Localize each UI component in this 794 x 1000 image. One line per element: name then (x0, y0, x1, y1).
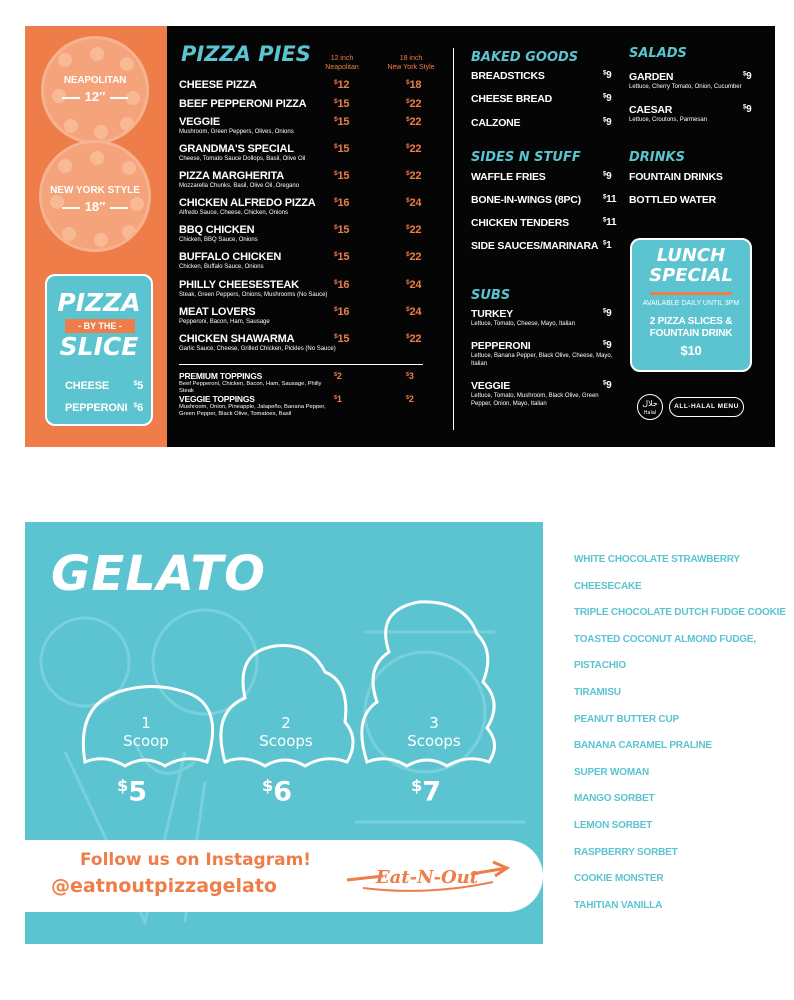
flavor-item: TRIPLE CHOCOLATE DUTCH FUDGE COOKIE (574, 607, 786, 619)
price-18-inch: $22 (406, 333, 422, 345)
menu-item-price: $1 (603, 240, 612, 251)
pizza-item (179, 251, 449, 271)
pizza-item-desc: Garlic Sauce, Cheese, Grilled Chicken, Pickles (No Sauce) (179, 346, 336, 352)
pizza-item-name: GRANDMA'S SPECIAL (179, 143, 294, 155)
column-head-12-inch: 12 inch Neapolitan (325, 55, 359, 71)
topping-price-18-inch: $3 (406, 371, 414, 381)
lunch-special-underline (650, 292, 732, 295)
menu-item-desc: Lettuce, Tomato, Cheese, Mayo, Italian (471, 321, 575, 327)
price-18-inch: $18 (406, 79, 422, 91)
menu-item-name: FOUNTAIN DRINKS (629, 171, 723, 183)
pizza-item-name: PHILLY CHEESESTEAK (179, 279, 299, 291)
scoop-unit: Scoops (259, 732, 313, 750)
menu-item (629, 104, 753, 124)
topping-price-12-inch: $1 (334, 394, 342, 404)
menu-item-desc: Lettuce, Tomato, Mushroom, Black Olive, Green Pepper, Onion, Mayo, Italian (471, 393, 599, 407)
menu-item-price: $11 (603, 194, 617, 205)
menu-item-price: $9 (743, 104, 752, 115)
slice-item-cheese (65, 380, 143, 392)
pies-divider (179, 364, 423, 365)
gelato-panel (25, 522, 543, 944)
subs-title: SUBS (471, 288, 511, 303)
pizza-item (179, 197, 449, 217)
price-18-inch: $22 (406, 116, 422, 128)
two-scoops-option (231, 714, 341, 750)
scoop-unit: Scoops (407, 732, 461, 750)
flavor-item: MANGO SORBET (574, 793, 655, 805)
neapolitan-pizza-graphic (41, 36, 149, 144)
flavor-item: SUPER WOMAN (574, 766, 650, 778)
menu-item-name: GARDEN (629, 71, 674, 83)
pizza-item-desc: Alfredo Sauce, Cheese, Chicken, Onions (179, 210, 289, 216)
new-york-size: 18″ (42, 199, 148, 214)
drinks-title: DRINKS (629, 150, 685, 165)
flavor-item: TAHITIAN VANILLA (574, 899, 663, 911)
pizza-item (179, 98, 449, 110)
instagram-follow-text: Follow us on Instagram! (80, 850, 312, 870)
pizza-item (179, 143, 449, 163)
price-18-inch: $24 (406, 279, 422, 291)
menu-item-name: BREADSTICKS (471, 70, 545, 82)
pizza-item-name: PIZZA MARGHERITA (179, 170, 284, 182)
new-york-pizza-graphic (39, 140, 151, 252)
topping-desc: Mushroom, Onion, Pineapple, Jalapeño, Banana Pepper, Green Pepper, Black Olive, Tomatoes, Basil (179, 404, 326, 417)
price-18-inch: $22 (406, 170, 422, 182)
topping-name: PREMIUM TOPPINGS (179, 371, 263, 381)
price-12-inch: $16 (334, 279, 350, 291)
topping-item (179, 371, 414, 395)
slice-item-name: CHEESE (65, 380, 110, 392)
pizza-item-desc: Chicken, BBQ Sauce, Onions (179, 237, 258, 243)
menu-item-price: $9 (603, 171, 612, 182)
pizza-item (179, 306, 449, 326)
flavor-item: BANANA CARAMEL PRALINE (574, 740, 712, 752)
price-12-inch: $15 (334, 98, 350, 110)
pizza-item-desc: Mushroom, Green Peppers, Olives, Onions (179, 129, 294, 135)
pizza-item-name: BEEF PEPPERONI PIZZA (179, 98, 307, 110)
menu-item-name: TURKEY (471, 308, 513, 320)
menu-item-name: CHICKEN TENDERS (471, 217, 569, 229)
topping-item (179, 394, 414, 418)
lunch-special-price: $10 (680, 343, 702, 358)
scoop-count: 2 (281, 714, 291, 732)
flavor-item: CHEESECAKE (574, 580, 642, 592)
baked-goods-title: BAKED GOODS (471, 50, 579, 65)
price-12-inch: $16 (334, 197, 350, 209)
price-12-inch: $15 (334, 251, 350, 263)
one-scoop-price: $5 (117, 776, 148, 808)
halal-icon (637, 394, 663, 420)
menu-item-price: $9 (603, 308, 612, 319)
pizza-item-name: MEAT LOVERS (179, 306, 256, 318)
lunch-special-deal: 2 PIZZA SLICES & FOUNTAIN DRINK (649, 316, 733, 339)
price-18-inch: $22 (406, 98, 422, 110)
menu-item-name: BOTTLED WATER (629, 194, 717, 206)
all-halal-menu-label: ALL-HALAL MENU (669, 397, 744, 417)
pizza-item (179, 170, 449, 190)
three-scoops-price: $7 (411, 776, 442, 808)
pizza-item-desc: Chicken, Buffalo Sauce, Onions (179, 264, 264, 270)
topping-price-12-inch: $2 (334, 371, 342, 381)
menu-item-desc: Lettuce, Croutons, Parmesan (629, 117, 708, 123)
slice-item-name: PEPPERONI (65, 402, 128, 414)
menu-item (471, 70, 616, 82)
lunch-special-subtitle: AVAILABLE DAILY UNTIL 3PM (642, 300, 740, 307)
menu-item-desc: Lettuce, Cherry Tomato, Onion, Cucumber (629, 84, 742, 90)
menu-item-name: BONE-IN-WINGS (8PC) (471, 194, 581, 206)
three-scoops-option (379, 714, 489, 750)
price-12-inch: $15 (334, 170, 350, 182)
menu-item-name: WAFFLE FRIES (471, 171, 546, 183)
pizza-size-panel (25, 26, 167, 447)
menu-item-name: CALZONE (471, 117, 521, 129)
menu-item (471, 93, 616, 105)
pizza-item-name: VEGGIE (179, 116, 220, 128)
slice-item-price: $5 (133, 380, 143, 392)
scoop-count: 1 (141, 714, 151, 732)
price-12-inch: $16 (334, 306, 350, 318)
menu-item-name: SIDE SAUCES/MARINARA (471, 240, 599, 252)
menu-item (471, 117, 616, 129)
pizza-item-desc: Pepperoni, Bacon, Ham, Sausage (179, 319, 270, 325)
slice-title-by-the: - BY THE - (65, 319, 135, 333)
instagram-handle[interactable]: @eatnoutpizzagelato (51, 875, 277, 897)
menu-item-price: $9 (603, 340, 612, 351)
price-18-inch: $24 (406, 306, 422, 318)
halal-english-text: Halal (643, 410, 657, 416)
flavor-item: RASPBERRY SORBET (574, 846, 678, 858)
topping-desc: Beef Pepperoni, Chicken, Bacon, Ham, Sausage, Philly Steak (179, 381, 322, 394)
menu-item (629, 171, 753, 183)
new-york-label: NEW YORK STYLE (50, 185, 140, 196)
slice-item-pepperoni (65, 402, 143, 414)
menu-board (25, 26, 775, 447)
flavor-item: LEMON SORBET (574, 820, 653, 831)
pizza-item-name: CHICKEN ALFREDO PIZZA (179, 197, 316, 209)
menu-item-price: $9 (603, 93, 612, 104)
menu-item-name: VEGGIE (471, 380, 511, 392)
price-12-inch: $12 (334, 79, 350, 91)
gelato-title: GELATO (51, 546, 266, 602)
pizza-item-name: BUFFALO CHICKEN (179, 251, 282, 263)
price-12-inch: $15 (334, 143, 350, 155)
pizza-item-desc: Steak, Green Peppers, Onions, Mushrooms (No Sauce) (179, 292, 328, 298)
menu-item-price: $9 (603, 70, 612, 81)
menu-item-price: $11 (603, 217, 617, 228)
lunch-special-title: LUNCH SPECIAL (649, 245, 733, 286)
menu-item (471, 217, 616, 229)
topping-price-18-inch: $2 (406, 394, 414, 404)
column-head-18-inch: 18 inch New York Style (387, 55, 435, 71)
one-scoop-option (101, 714, 191, 750)
topping-name: VEGGIE TOPPINGS (179, 394, 255, 404)
price-12-inch: $15 (334, 116, 350, 128)
flavor-item: COOKIE MONSTER (574, 873, 664, 885)
salads-title: SALADS (629, 46, 687, 61)
pizza-item (179, 333, 449, 353)
menu-item (471, 380, 616, 408)
flavor-item: TOASTED COCONUT ALMOND FUDGE, (574, 633, 756, 645)
flavor-item: PISTACHIO (574, 660, 626, 672)
pizza-by-the-slice-box (45, 274, 153, 426)
menu-item (471, 194, 616, 206)
menu-item (471, 308, 616, 328)
pizza-item-name: CHICKEN SHAWARMA (179, 333, 295, 345)
menu-item (629, 194, 753, 206)
slice-item-price: $6 (133, 402, 143, 414)
flavor-item: WHITE CHOCOLATE STRAWBERRY (574, 554, 740, 565)
price-12-inch: $15 (334, 333, 350, 345)
lunch-special-box (630, 238, 752, 372)
logo-text: Eat-N-Out (375, 867, 479, 888)
price-18-inch: $22 (406, 251, 422, 263)
menu-item-price: $9 (603, 380, 612, 391)
pizza-pies-title: PIZZA PIES (181, 42, 311, 66)
price-18-inch: $22 (406, 143, 422, 155)
menu-item-price: $9 (743, 71, 752, 82)
menu-item-name: CAESAR (629, 104, 673, 116)
menu-item-name: CHEESE BREAD (471, 93, 553, 105)
pizza-item (179, 116, 449, 136)
neapolitan-size: 12″ (44, 89, 146, 104)
menu-item-name: PEPPERONI (471, 340, 531, 352)
pizza-item (179, 79, 449, 91)
column-divider (453, 48, 454, 430)
pizza-item-desc: Mozzarella Chunks, Basil, Olive Oil ,Oregano (179, 183, 300, 189)
pizza-item-name: BBQ CHICKEN (179, 224, 255, 236)
scoop-unit: Scoop (123, 732, 169, 750)
price-18-inch: $22 (406, 224, 422, 236)
menu-item-price: $9 (603, 117, 612, 128)
pizza-item (179, 279, 449, 299)
slice-title-slice: SLICE (59, 332, 139, 361)
flavor-item: TIRAMISU (574, 687, 621, 698)
sides-title: SIDES N STUFF (471, 150, 581, 165)
pizza-item-name: CHEESE PIZZA (179, 79, 257, 91)
halal-arabic-text: حلال (642, 399, 658, 408)
pizza-item-desc: Cheese, Tomato Sauce Dollops, Basil, Olive Oil (179, 156, 306, 162)
two-scoops-price: $6 (262, 776, 293, 808)
menu-item (471, 171, 616, 183)
price-18-inch: $24 (406, 197, 422, 209)
scoop-count: 3 (429, 714, 439, 732)
menu-item-desc: Lettuce, Banana Pepper, Black Olive, Cheese, Mayo, Italian (471, 353, 613, 367)
pizza-item (179, 224, 449, 244)
eat-n-out-logo (343, 858, 511, 898)
menu-item (471, 340, 616, 368)
flavor-item: PEANUT BUTTER CUP (574, 713, 679, 725)
price-12-inch: $15 (334, 224, 350, 236)
menu-item (629, 71, 753, 91)
neapolitan-label: NEAPOLITAN (63, 75, 127, 86)
menu-item (471, 240, 616, 252)
slice-title-pizza: PIZZA (57, 288, 141, 317)
